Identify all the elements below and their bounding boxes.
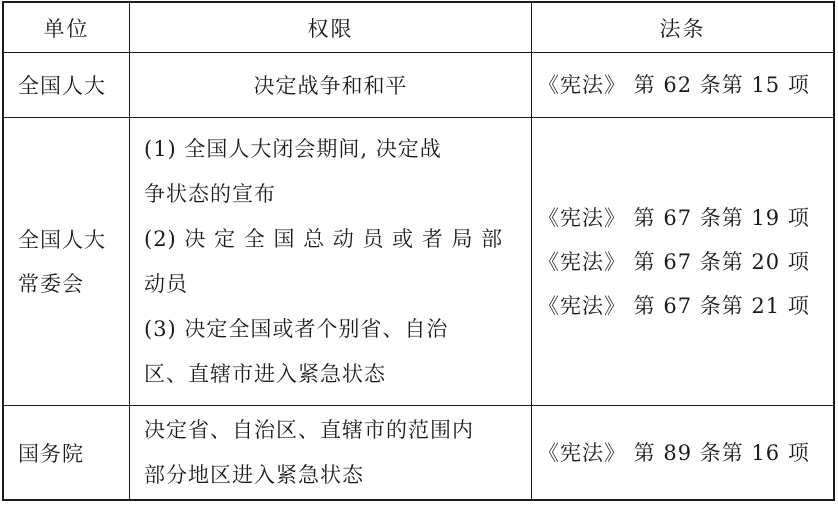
header-power-label: 权限 <box>307 16 354 41</box>
row-2-power-line-2: 争状态的宣布 <box>144 181 276 206</box>
row-1-article <box>532 53 833 118</box>
row-2-unit-line-1: 全国人大 <box>18 227 106 252</box>
row-1-article-text: 《宪法》 第 62 条第 15 项 <box>538 73 810 97</box>
row-1-unit <box>4 53 130 118</box>
row-2-article-line-2: 《宪法》 第 67 条第 20 项 <box>538 249 810 274</box>
row-3-unit <box>4 406 130 499</box>
row-2-power-line-1: (1) 全国人大闭会期间, 决定战 <box>144 136 442 161</box>
row-3-power <box>130 406 532 499</box>
header-article-label: 法条 <box>659 16 706 41</box>
row-3-article-text: 《宪法》 第 89 条第 16 项 <box>538 440 810 465</box>
header-power <box>130 3 532 53</box>
table-grid <box>4 3 833 499</box>
powers-table <box>2 1 835 501</box>
row-2-article <box>532 118 833 406</box>
row-1-unit-text: 全国人大 <box>18 74 106 98</box>
row-2-unit-line-2: 常委会 <box>18 271 84 296</box>
header-unit <box>4 3 130 53</box>
row-1-power-text: 决定战争和和平 <box>253 74 408 98</box>
row-2-power-line-5: (3) 决定全国或者个别省、自治 <box>144 316 449 341</box>
row-3-article <box>532 406 833 499</box>
row-2-power <box>130 118 532 406</box>
header-article <box>532 3 833 53</box>
row-2-article-line-1: 《宪法》 第 67 条第 19 项 <box>538 205 810 230</box>
row-2-unit <box>4 118 130 406</box>
row-3-unit-text: 国务院 <box>18 441 84 466</box>
row-3-power-line-2: 部分地区进入紧急状态 <box>144 462 364 487</box>
row-1-power <box>130 53 532 118</box>
header-unit-label: 单位 <box>43 16 90 41</box>
row-2-power-line-4: 动员 <box>144 271 188 296</box>
row-3-power-line-1: 决定省、自治区、直辖市的范围内 <box>144 417 474 442</box>
row-2-power-line-3: (2) 决 定 全 国 总 动 员 或 者 局 部 <box>144 226 504 251</box>
row-2-article-line-3: 《宪法》 第 67 条第 21 项 <box>538 293 810 318</box>
row-2-power-line-6: 区、直辖市进入紧急状态 <box>144 361 386 386</box>
